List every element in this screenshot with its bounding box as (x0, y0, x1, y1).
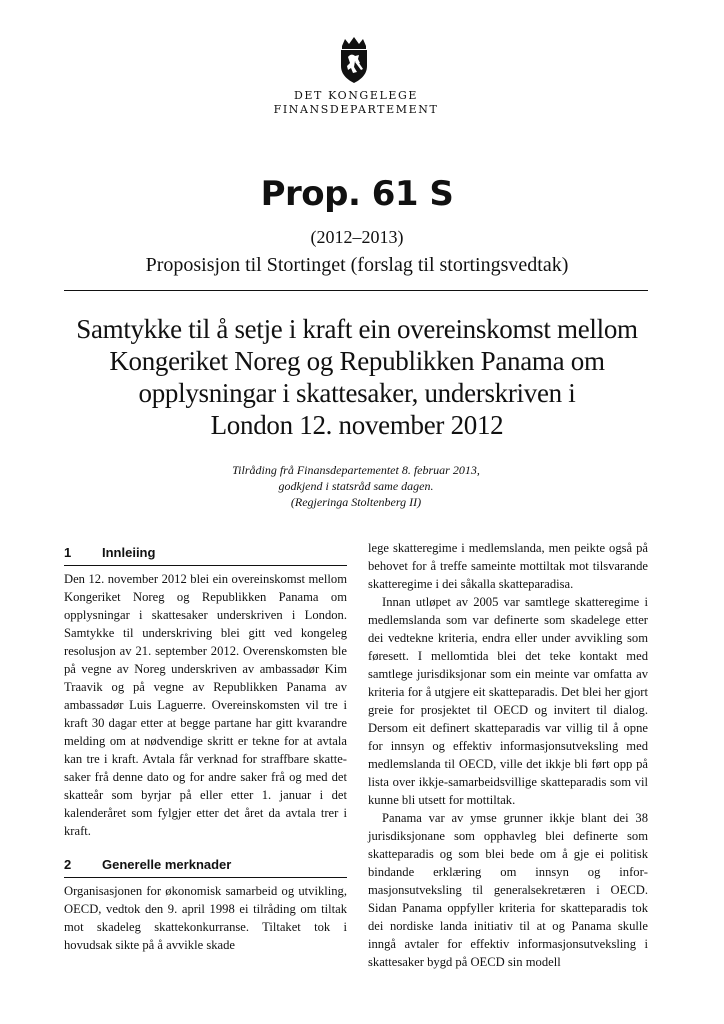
recommendation-line: (Regjeringa Stoltenberg II) (290, 495, 422, 509)
title-line: Samtykke til å setje i kraft ein overeinskomst mellom (76, 314, 638, 344)
title-divider (64, 290, 648, 291)
section-heading-generelle-merknader (64, 857, 347, 872)
right-column-text (368, 539, 648, 971)
body-paragraph: Organisasjonen for økonomisk samarbeid og utvikling, OECD, vedtok den 9. april 1998 ei tilråding om tiltak mot skadeleg skattekonkurranse. Tiltaket tok i hovudsak sikte på å avvikle skade (64, 884, 347, 952)
section-number: 2 (64, 857, 72, 872)
title-line: opplysningar i skattesaker, underskriven i (138, 378, 576, 408)
body-paragraph: lege skatteregime i medlemslanda, men peikte også på behovet for å treffe sameinte mottiltak mot tilsvarande skatteregime i dei såkalla skatteparadisa. (368, 541, 648, 591)
section-number: 1 (64, 545, 72, 560)
recommendation-line: godkjend i statsråd same dagen. (278, 479, 434, 493)
royal-coat-of-arms-icon (333, 36, 375, 84)
section-title: Generelle merknader (102, 857, 232, 872)
document-subtitle: Proposisjon til Stortinget (forslag til stortingsvedtak) (145, 254, 569, 276)
document-title (52, 313, 662, 441)
proposition-number: Prop. 61 S (260, 174, 454, 214)
section-body-innleiing (64, 570, 347, 840)
session-years: (2012–2013) (310, 227, 404, 247)
section-body-generelle-merknader (64, 882, 347, 954)
recommendation-line: Tilråding frå Finansdepartementet 8. februar 2013, (232, 463, 480, 477)
section-heading-rule (64, 565, 347, 566)
body-paragraph: Innan utløpet av 2005 var samtlege skatteregime i medlemslanda som var definerte som skadelege etter dei vedtekne kriteria, endra eller under avvikling som føresett. I mellomtida blei det teke kontakt med samtlege jurisdiksjonar som ein meinte var omfatta av kriteria for å utgjere eit skatteparadis. Det blei her gjort greie for prosjektet til OECD og invitert til dialog. Dersom eit definert skatteparadis var villig til å opne for innsyn og effektiv informasjonsutveksling med medlemslanda til OECD, ville det ikkje bli ført opp på lista over ikkje-samarbeidsvillige skatteparadis som vil kunne bli utsett for mottiltak. (368, 595, 648, 807)
department-name-line2: FINANSDEPARTEMENT (273, 103, 439, 116)
department-name-line1: DET KONGELEGE (293, 89, 419, 102)
body-paragraph: Panama var av ymse grunner ikkje blant dei 38 jurisdiksjonane som opphavleg blei definerte som skatteparadis og som blei bede om å gje ei politisk bindande erklæring om innsyn og informasjonsutveksling til generalsekretæren i OECD. Sidan Panama oppfyller kriteria for skatteparadis tok dei nordiske landa initiativ til at og Panama skulle inngå avtaler for effektiv informasjonsutveksling i skattesaker bygd på OECD sin modell (368, 811, 648, 969)
body-paragraph: Den 12. november 2012 blei ein overeinskomst mellom Kongeriket Noreg og Republikken Panama om opplysningar i skattesaker underskriven i London. Samtykke til underskriving blei gitt ved kongeleg resolusjon av 21. september 2012. Overenskomsten ble på vegne av Noreg underskriven av ambassadør Kim Traavik og på vegne av Republikken Panama av ambassadør Luis Laguerre. Overeinskomsten vil tre i kraft 30 dagar etter at begge partane har gitt kvarandre melding om at nødvendige skritt er tekne for at avtala kan tre i kraft. Avtala får verknad for straffbare skattesaker frå denne dato og for andre saker frå og med det skatteår som byrjar på eller etter 1. januar i det kalenderåret som fylgjer etter det året da avtala trer i kraft. (64, 572, 347, 838)
section-heading-rule (64, 877, 347, 878)
section-title: Innleiing (102, 545, 156, 560)
recommendation-note (150, 462, 562, 510)
title-line: Kongeriket Noreg og Republikken Panama om (109, 346, 605, 376)
title-line: London 12. november 2012 (210, 410, 504, 440)
section-heading-innleiing (64, 545, 347, 560)
